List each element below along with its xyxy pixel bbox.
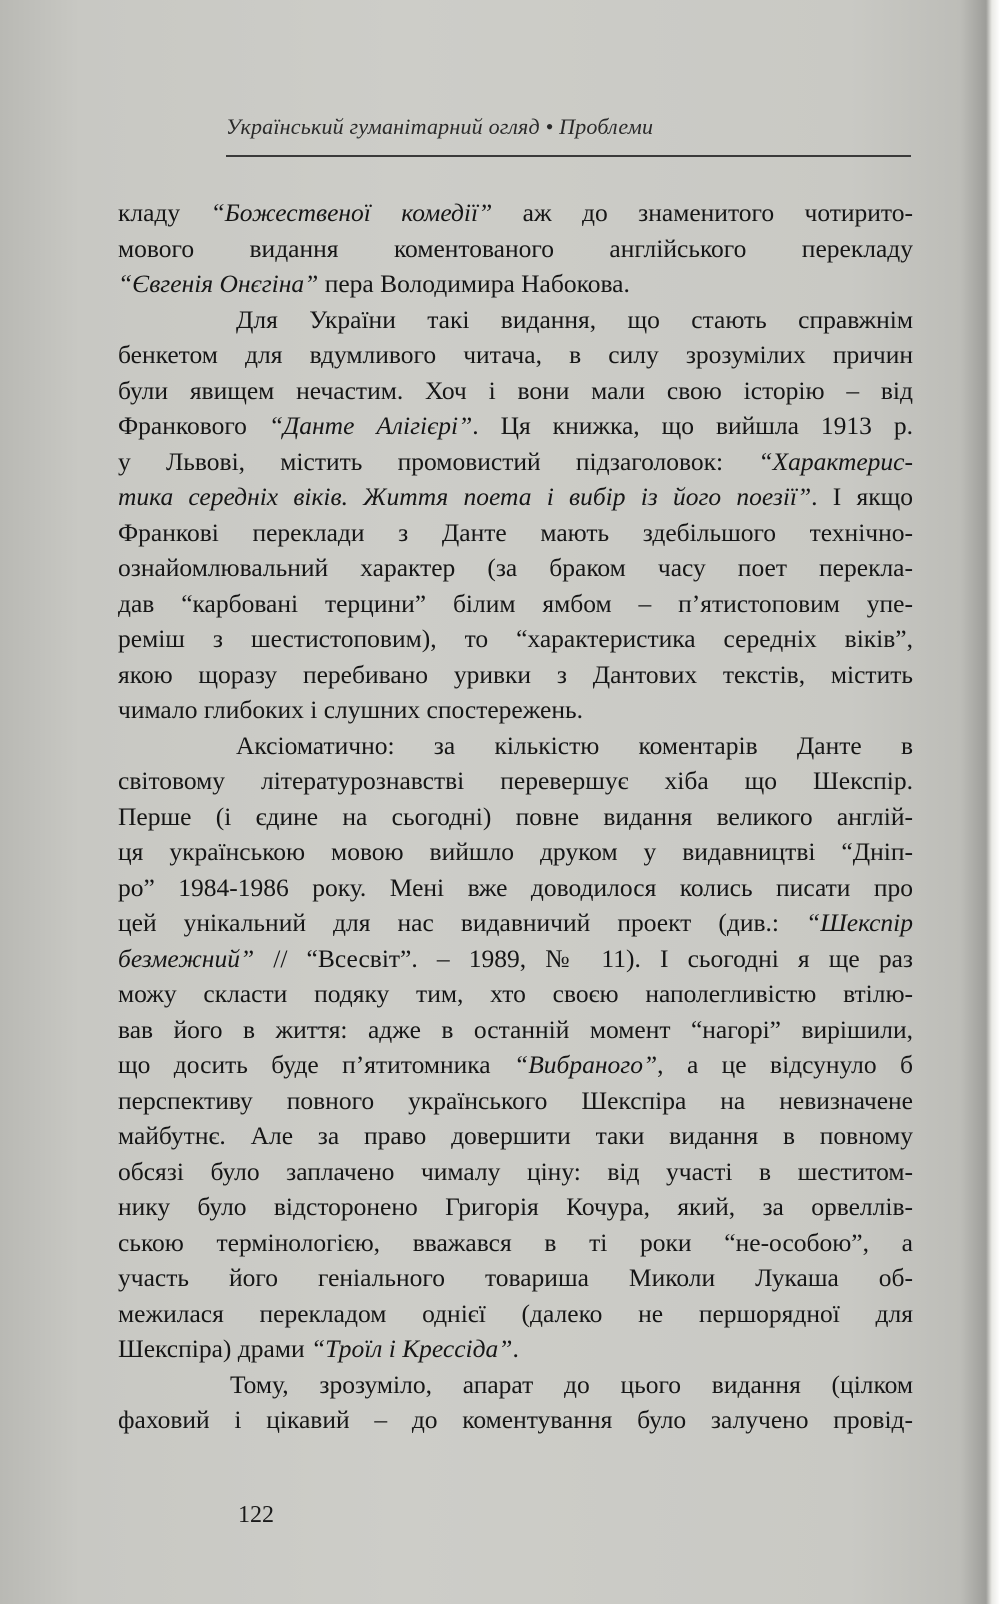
text-line: [118, 515, 913, 551]
text-line: [118, 586, 913, 622]
text-line: [118, 1154, 913, 1190]
text-segment: дав “карбовані терцини” білим ямбом – п’ятистоповим упе-: [118, 588, 913, 618]
text-segment: у Львові, містить промовистий підзаголовок:: [118, 446, 759, 476]
text-segment: вав його в життя: адже в останній момент “нагорі” вирішили,: [118, 1014, 913, 1044]
text-line: [118, 728, 913, 764]
text-segment: аж до знаменитого чотирито-: [492, 198, 913, 227]
text-line: [118, 763, 913, 799]
text-segment: межилася перекладом однієї (далеко не першорядної для: [118, 1298, 913, 1328]
text-segment: цей унікальний для нас видавничий проект (див.:: [118, 908, 807, 937]
text-segment: перспективу повного українського Шекспіра на невизначене: [118, 1085, 913, 1115]
text-segment: // “Всесвіт”. – 1989, № 11). І сьогодні я ще раз: [254, 943, 913, 973]
text-line: [118, 1296, 913, 1332]
text-segment: . Ця книжка, що вийшла 1913 р.: [472, 411, 913, 440]
text-line: [118, 1260, 913, 1296]
text-line: [118, 1012, 913, 1048]
text-segment: ця українською мовою вийшло друком у видавництві “Дніп-: [118, 837, 913, 866]
italic-text: “Характерис-: [758, 446, 913, 476]
text-segment: Тому, зрозуміло, апарат до цього видання (цілком: [230, 1369, 913, 1399]
text-segment: кладу: [118, 198, 211, 227]
text-segment: були явищем нечастим. Хоч і вони мали свою історію – від: [118, 375, 913, 405]
italic-text: “Євгенія Онєгіна”: [118, 269, 319, 298]
header-rule: [226, 155, 911, 157]
text-line: [118, 1331, 913, 1367]
text-line: [118, 941, 913, 977]
text-line: [118, 1083, 913, 1119]
text-segment: ознайомлювальний характер (за браком часу поет перекла-: [118, 553, 913, 582]
text-line: [118, 870, 913, 906]
running-header: Український гуманітарний огляд • Проблеми: [226, 114, 654, 139]
text-segment: Для України такі видання, що стають справжнім: [236, 304, 913, 334]
text-segment: Шекспіра) драми: [118, 1334, 311, 1363]
italic-text: “Данте Алігієрі”: [268, 411, 473, 440]
text-line: [118, 266, 913, 302]
italic-text: “Вибраного”: [514, 1050, 658, 1079]
text-line: [118, 834, 913, 870]
text-segment: ро” 1984-1986 року. Мені вже доводилося колись писати про: [118, 872, 913, 902]
text-line: [118, 905, 913, 941]
text-line: [118, 1367, 913, 1403]
text-line: [118, 231, 913, 267]
text-segment: ською термінологією, вважався в ті роки “не-особою”, а: [118, 1227, 913, 1257]
body-text: [118, 195, 913, 1438]
text-segment: . І якщо: [811, 482, 913, 511]
text-segment: нику було відсторонено Григорія Кочура, який, за орвеллів-: [118, 1192, 913, 1221]
text-line: [118, 1225, 913, 1261]
text-segment: Перше (і єдине на сьогодні) повне видання великого англій-: [118, 801, 913, 831]
text-line: [118, 337, 913, 373]
text-segment: світовому літературознавстві перевершує хіба що Шекспір.: [118, 766, 913, 795]
text-line: [118, 302, 913, 338]
text-line: [118, 621, 913, 657]
italic-text: безмежний”: [118, 943, 255, 973]
text-segment: обсязі було заплачено чималу ціну: від участі в шеститом-: [118, 1156, 913, 1186]
text-line: [118, 1118, 913, 1154]
text-line: [118, 373, 913, 409]
italic-text: “Шекспір: [806, 908, 913, 937]
page-number: 122: [238, 1502, 274, 1528]
text-segment: Аксіоматично: за кількістю коментарів Данте в: [236, 730, 913, 760]
text-line: [118, 1402, 913, 1438]
italic-text: тика середніх віків. Життя поета і вибір із його поезії”: [118, 482, 812, 511]
text-segment: .: [512, 1334, 519, 1363]
text-segment: фаховий і цікавий – до коментування було залучено провід-: [118, 1405, 913, 1434]
text-segment: участь його геніального товариша Миколи Лукаша об-: [118, 1263, 913, 1292]
text-line: [118, 799, 913, 835]
text-segment: чимало глибоких і слушних спостережень.: [118, 695, 584, 724]
text-line: [118, 550, 913, 586]
text-line: [118, 692, 913, 728]
text-segment: якою щоразу перебивано уривки з Дантових текстів, містить: [118, 659, 913, 689]
text-line: [118, 1189, 913, 1225]
italic-text: “Божественої комедії”: [210, 198, 493, 227]
text-segment: бенкетом для вдумливого читача, в силу зрозумілих причин: [118, 340, 913, 369]
text-segment: , а це відсунуло б: [657, 1050, 913, 1079]
text-segment: пера Володимира Набокова.: [318, 269, 630, 298]
text-segment: що досить буде п’ятитомника: [118, 1050, 515, 1079]
text-segment: Франкового: [118, 411, 269, 440]
text-line: [118, 479, 913, 515]
text-line: [118, 195, 913, 231]
text-line: [118, 408, 913, 444]
text-segment: майбутнє. Але за право довершити таки видання в повному: [118, 1121, 913, 1150]
italic-text: “Троїл і Крессіда”: [310, 1334, 513, 1363]
text-segment: Франкові переклади з Данте мають здебільшого технічно-: [118, 517, 913, 547]
text-line: [118, 976, 913, 1012]
text-segment: реміш з шестистоповим), то “характеристика середніх віків”,: [118, 624, 913, 653]
text-line: [118, 1047, 913, 1083]
text-line: [118, 444, 913, 480]
text-segment: мового видання коментованого англійського перекладу: [118, 233, 913, 263]
text-line: [118, 657, 913, 693]
text-segment: можу скласти подяку тим, хто своєю наполегливістю втілю-: [118, 979, 913, 1008]
